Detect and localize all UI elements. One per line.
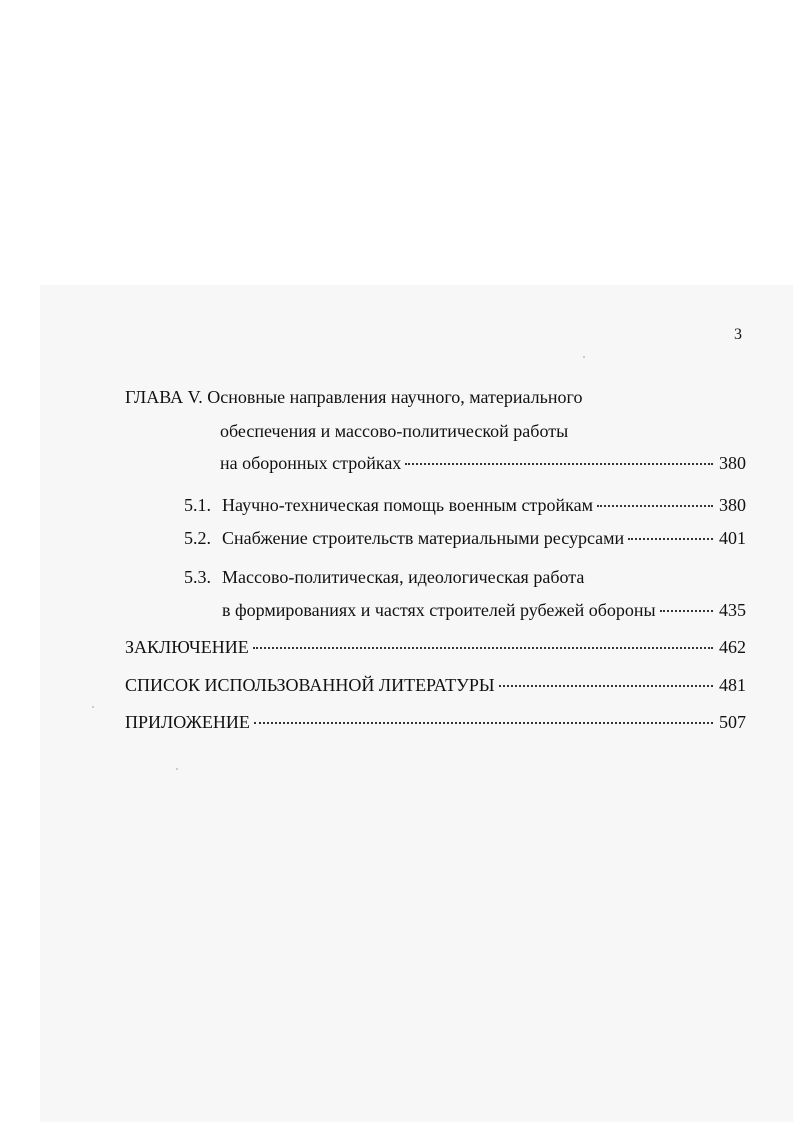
dot-leader xyxy=(253,643,713,649)
toc-entry-section-5-3 xyxy=(222,599,746,621)
section-5-1-page: 380 xyxy=(719,495,746,515)
chapter-5-title-line-3: на оборонных стройках xyxy=(220,453,402,473)
bibliography-page: 481 xyxy=(719,675,746,695)
dot-leader xyxy=(597,501,713,507)
toc-entry-section-5-3-line-1 xyxy=(184,566,584,588)
page-number: 3 xyxy=(734,326,742,343)
dot-leader xyxy=(628,534,713,540)
toc-entry-section-5-2 xyxy=(184,527,746,549)
appendix-page: 507 xyxy=(719,712,746,732)
scan-speck xyxy=(583,356,585,358)
section-5-1-number: 5.1. xyxy=(184,495,211,515)
appendix-title: ПРИЛОЖЕНИЕ xyxy=(125,712,250,732)
section-5-1-title: Научно-техническая помощь военным стройкам xyxy=(222,495,594,515)
chapter-5-title-line-1: ГЛАВА V. Основные направления научного, материального xyxy=(125,387,583,407)
bibliography-title: СПИСОК ИСПОЛЬЗОВАННОЙ ЛИТЕРАТУРЫ xyxy=(125,675,495,695)
section-5-2-title: Снабжение строительств материальными ресурсами xyxy=(222,528,625,548)
dot-leader xyxy=(254,718,713,724)
section-5-2-page: 401 xyxy=(719,528,746,548)
chapter-5-title-line-2: обеспечения и массово-политической работы xyxy=(220,421,569,441)
toc-entry-chapter-5 xyxy=(220,452,746,474)
toc-entry-section-5-1 xyxy=(184,494,746,516)
scan-background xyxy=(40,285,793,1122)
toc-entry-conclusion xyxy=(125,636,746,658)
section-5-3-number: 5.3. xyxy=(184,567,211,587)
scan-speck xyxy=(92,706,94,708)
toc-entry-bibliography xyxy=(125,674,746,696)
section-5-2-number: 5.2. xyxy=(184,528,211,548)
chapter-5-page: 380 xyxy=(719,453,746,473)
section-5-3-title-line-2: в формированиях и частях строителей рубежей обороны xyxy=(222,600,656,620)
scan-speck xyxy=(176,768,178,770)
dot-leader xyxy=(405,459,713,465)
section-5-3-page: 435 xyxy=(719,600,746,620)
conclusion-page: 462 xyxy=(719,637,746,657)
toc-entry-appendix xyxy=(125,711,746,733)
dot-leader xyxy=(660,606,713,612)
section-5-3-title-line-1: Массово-политическая, идеологическая работа xyxy=(222,567,585,587)
dot-leader xyxy=(499,681,713,687)
conclusion-title: ЗАКЛЮЧЕНИЕ xyxy=(125,637,249,657)
